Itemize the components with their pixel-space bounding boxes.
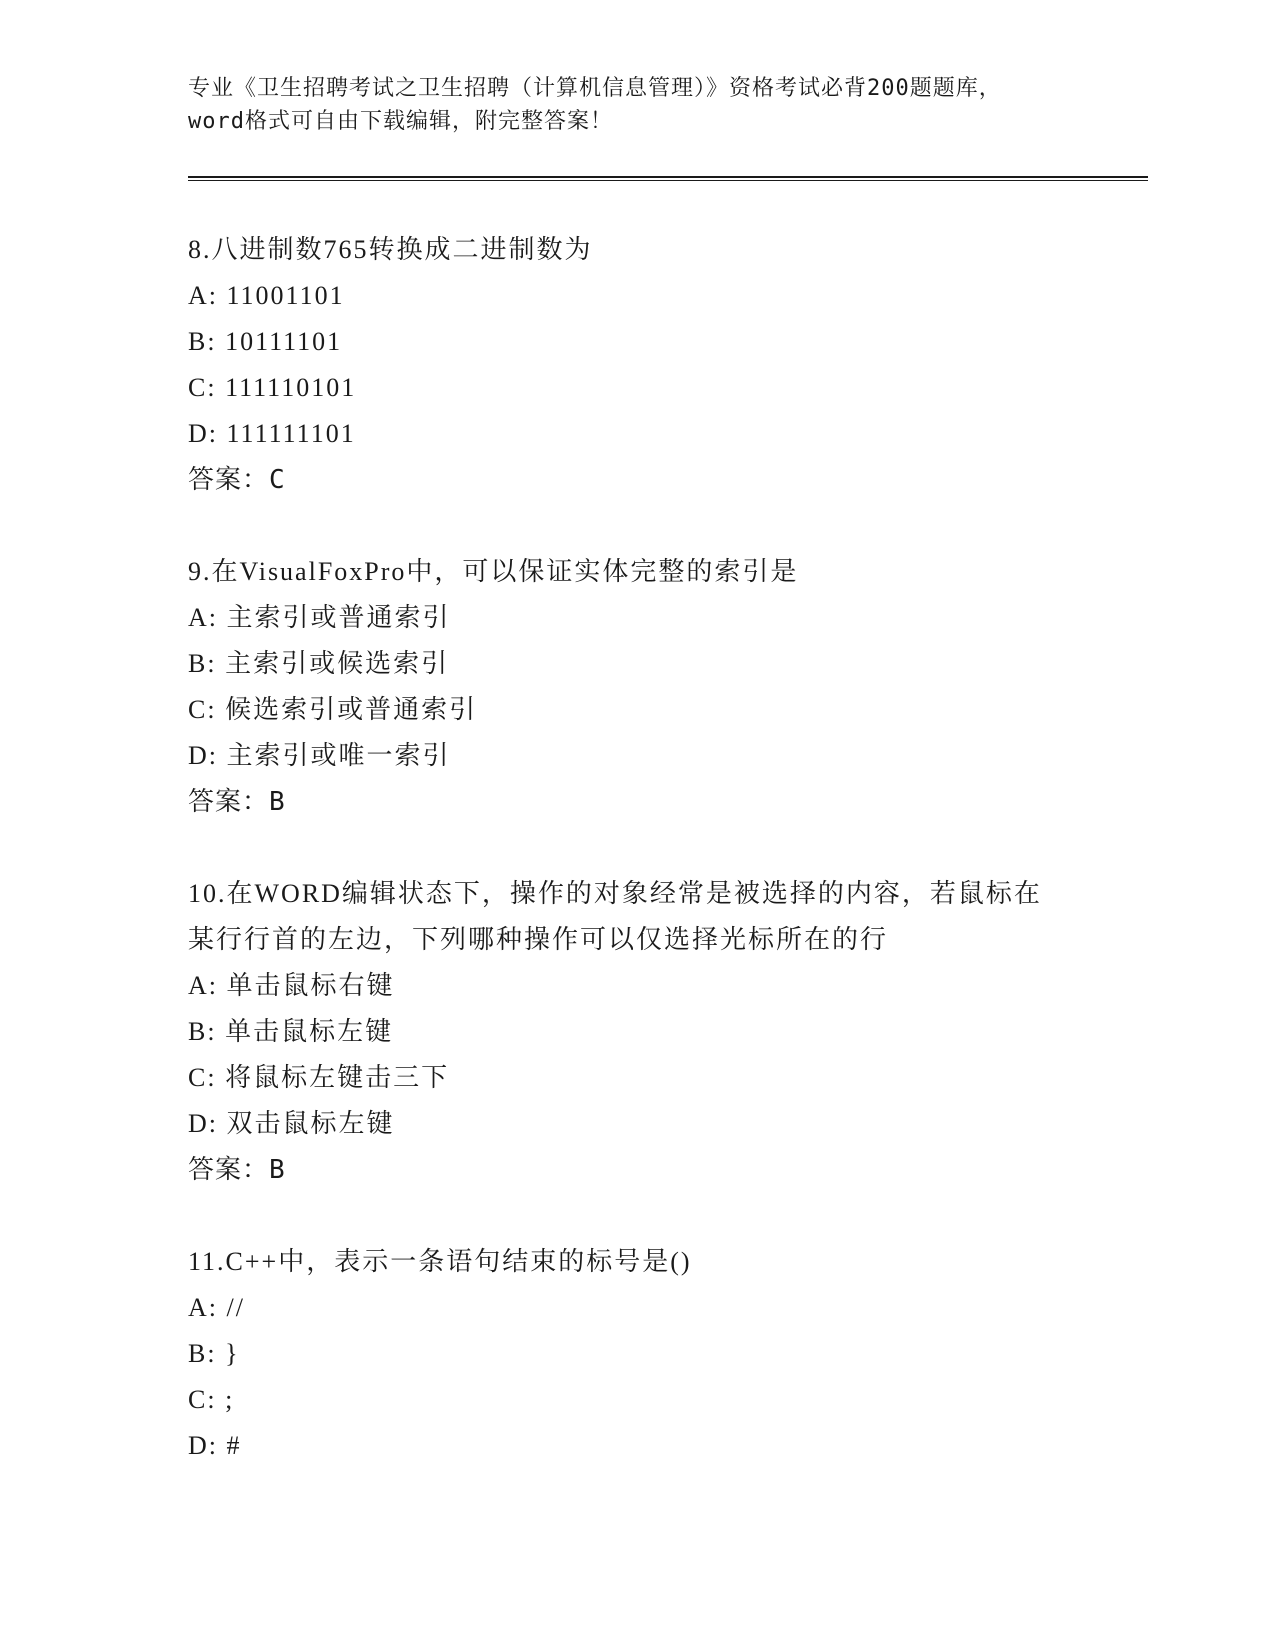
- question-stem: 10.在WORD编辑状态下，操作的对象经常是被选择的内容，若鼠标在: [188, 879, 1042, 908]
- question-11: [188, 1239, 1148, 1469]
- option-a: A: //: [188, 1293, 245, 1322]
- question-stem: 11.C++中，表示一条语句结束的标号是(): [188, 1247, 692, 1276]
- question-list: [188, 181, 1148, 1469]
- answer-label: 答案：C: [188, 465, 286, 495]
- option-b: B: 单击鼠标左键: [188, 1017, 394, 1046]
- option-a: A: 单击鼠标右键: [188, 971, 395, 1000]
- option-a: A: 主索引或普通索引: [188, 603, 451, 632]
- question-9: [188, 549, 1148, 825]
- question-stem-continued: 某行行首的左边，下列哪种操作可以仅选择光标所在的行: [188, 925, 889, 954]
- header-line-1: 专业《卫生招聘考试之卫生招聘（计算机信息管理）》资格考试必背200题题库，: [188, 76, 1002, 101]
- document-header: [188, 72, 1148, 138]
- option-c: C: ;: [188, 1385, 235, 1414]
- question-stem: 9.在VisualFoxPro中，可以保证实体完整的索引是: [188, 557, 799, 586]
- option-d: D: 111111101: [188, 419, 356, 448]
- header-line-2: word格式可自由下载编辑，附完整答案！: [188, 109, 613, 134]
- option-b: B: 主索引或候选索引: [188, 649, 450, 678]
- option-d: D: 主索引或唯一索引: [188, 741, 451, 770]
- answer-label: 答案：B: [188, 787, 286, 817]
- question-stem: 8.八进制数765转换成二进制数为: [188, 235, 593, 264]
- option-a: A: 11001101: [188, 281, 345, 310]
- option-c: C: 111110101: [188, 373, 357, 402]
- option-c: C: 候选索引或普通索引: [188, 695, 478, 724]
- spacer: [188, 181, 1148, 227]
- document-page: [188, 72, 1148, 1469]
- spacer: [188, 503, 1148, 549]
- spacer: [188, 1193, 1148, 1239]
- option-d: D: 双击鼠标左键: [188, 1109, 395, 1138]
- question-8: [188, 227, 1148, 503]
- option-c: C: 将鼠标左键击三下: [188, 1063, 450, 1092]
- spacer: [188, 825, 1148, 871]
- question-10: [188, 871, 1148, 1193]
- option-b: B: 10111101: [188, 327, 343, 356]
- option-b: B: }: [188, 1339, 240, 1368]
- answer-label: 答案：B: [188, 1155, 286, 1185]
- option-d: D: #: [188, 1431, 242, 1460]
